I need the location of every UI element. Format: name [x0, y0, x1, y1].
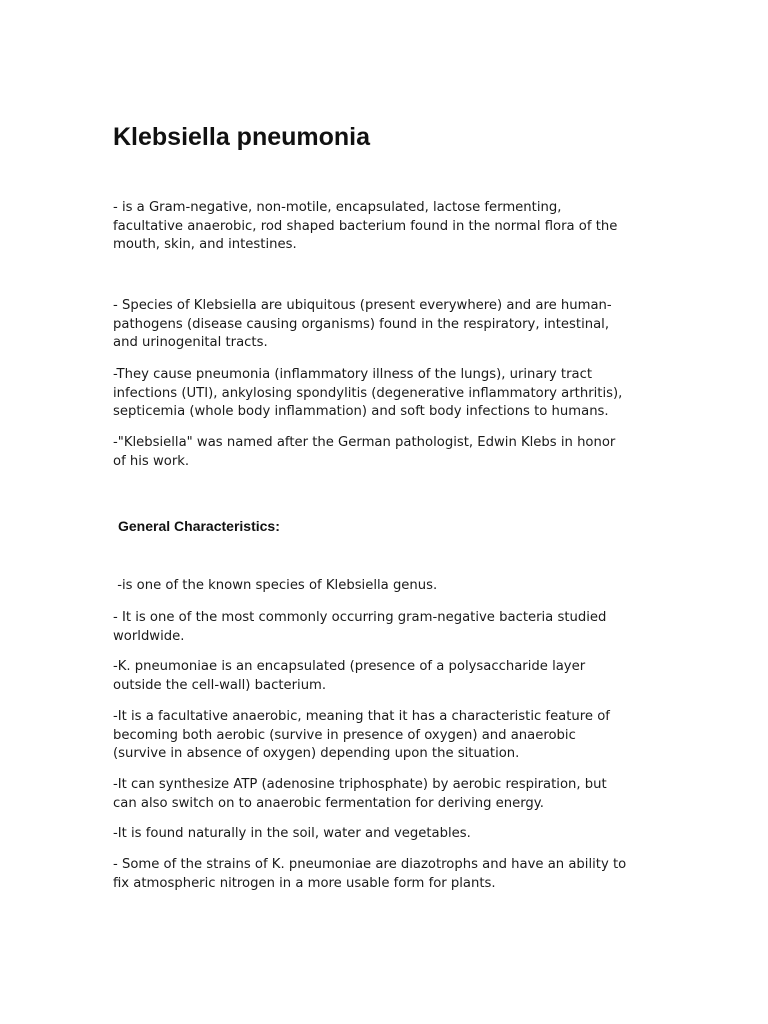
characteristic-item-7 [113, 856, 658, 893]
paragraph-line: of his work. [113, 453, 190, 469]
intro-paragraph-4 [113, 434, 658, 471]
paragraph-line: -It can synthesize ATP (adenosine triphosphate) by aerobic respiration, but [113, 777, 607, 792]
intro-paragraph-1 [113, 199, 658, 255]
paragraph-line: -K. pneumoniae is an encapsulated (presence of a polysaccharide layer [113, 659, 586, 674]
characteristic-item-4 [113, 708, 658, 764]
paragraph-line: outside the cell-wall) bacterium. [113, 677, 327, 693]
paragraph-line: worldwide. [113, 628, 185, 644]
characteristic-item-1 [113, 577, 658, 596]
characteristic-item-5 [113, 776, 658, 813]
paragraph-line: - Species of Klebsiella are ubiquitous (present everywhere) and are human- [113, 298, 612, 313]
paragraph-line: -It is found naturally in the soil, water and vegetables. [113, 826, 471, 841]
characteristic-item-3 [113, 658, 658, 695]
characteristic-item-6 [113, 825, 658, 844]
document-title: Klebsiella pneumonia [113, 123, 371, 151]
paragraph-line: and urinogenital tracts. [113, 335, 268, 351]
paragraph-line: becoming both aerobic (survive in presence of oxygen) and anaerobic [113, 727, 576, 743]
intro-paragraph-2 [113, 297, 658, 353]
paragraph-line: septicemia (whole body inflammation) and soft body infections to humans. [113, 404, 609, 420]
paragraph-line: infections (UTI), ankylosing spondylitis (degenerative inflammatory arthritis), [113, 385, 623, 401]
section-heading: General Characteristics: [118, 518, 280, 534]
paragraph-line: (survive in absence of oxygen) depending upon the situation. [113, 746, 520, 762]
paragraph-line: - is a Gram-negative, non-motile, encapsulated, lactose fermenting, [113, 200, 562, 215]
paragraph-line: -They cause pneumonia (inflammatory illness of the lungs), urinary tract [113, 367, 593, 382]
paragraph-line: fix atmospheric nitrogen in a more usable form for plants. [113, 875, 496, 891]
paragraph-line: -It is a facultative anaerobic, meaning that it has a characteristic feature of [113, 709, 610, 724]
characteristic-item-2 [113, 609, 658, 646]
intro-paragraph-3 [113, 366, 658, 422]
paragraph-line: can also switch on to anaerobic fermentation for deriving energy. [113, 795, 544, 811]
paragraph-line: -"Klebsiella" was named after the German pathologist, Edwin Klebs in honor [113, 435, 616, 450]
paragraph-line: mouth, skin, and intestines. [113, 237, 297, 253]
paragraph-line: facultative anaerobic, rod shaped bacterium found in the normal flora of the [113, 218, 618, 234]
paragraph-line: - Some of the strains of K. pneumoniae are diazotrophs and have an ability to [113, 857, 627, 872]
paragraph-line: -is one of the known species of Klebsiella genus. [113, 578, 438, 593]
paragraph-line: pathogens (disease causing organisms) found in the respiratory, intestinal, [113, 316, 610, 332]
paragraph-line: - It is one of the most commonly occurring gram-negative bacteria studied [113, 610, 607, 625]
